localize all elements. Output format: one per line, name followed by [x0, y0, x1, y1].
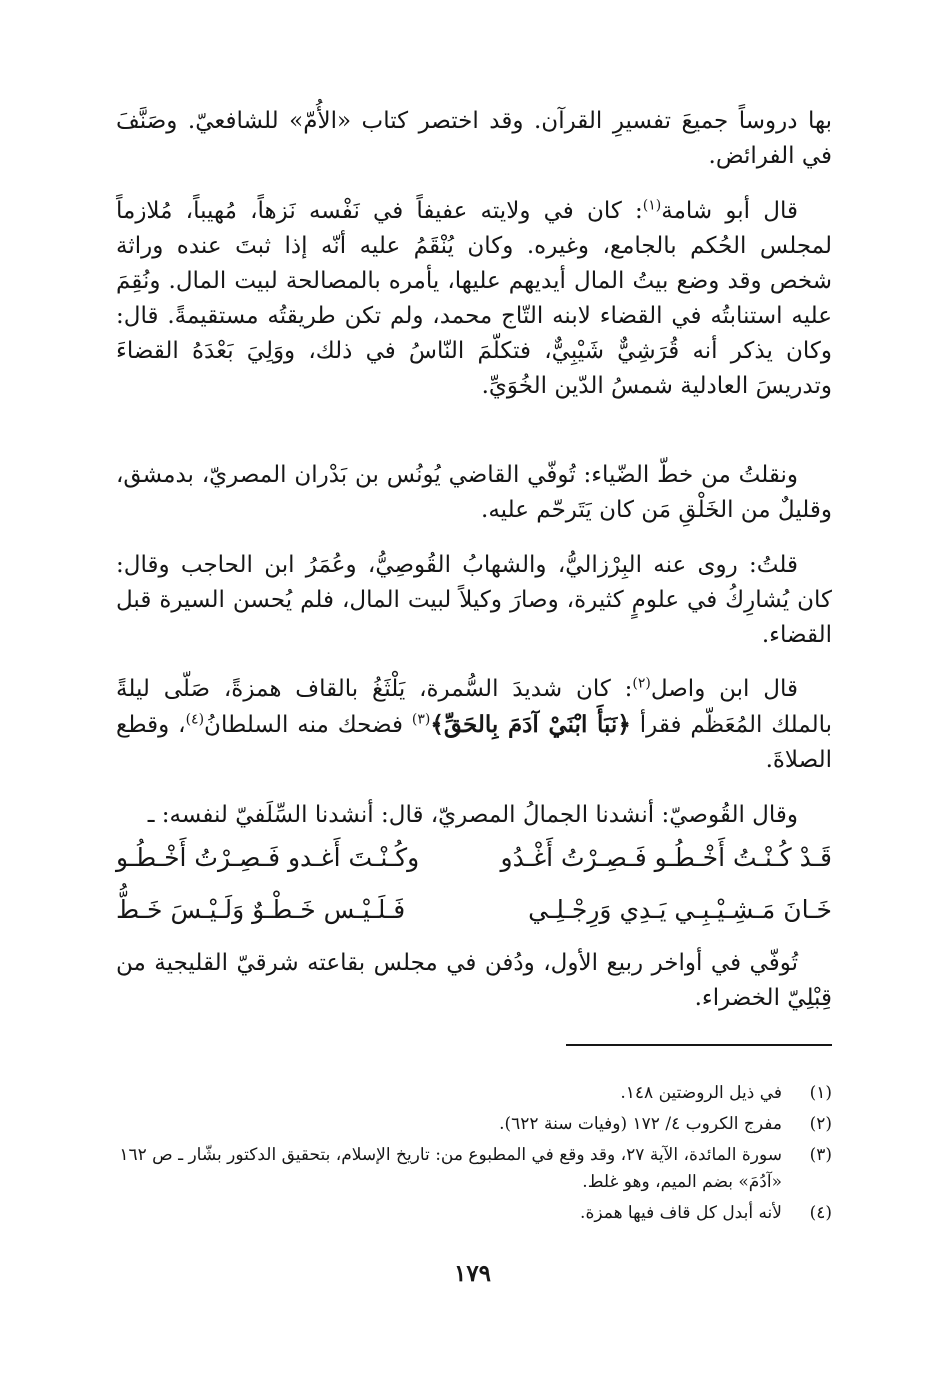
poem-verse-2-first-hemistich: خَـانَ مَـشِـيْـبِـي يَـدِي وَرِجْـلِـي — [528, 895, 832, 924]
footnote-1 — [116, 1080, 832, 1107]
page-number: ١٧٩ — [453, 1260, 492, 1287]
ibn-wasil-intro: قال ابن واصل — [650, 676, 798, 702]
footnote-2 — [116, 1111, 832, 1138]
poem-verse-2 — [116, 886, 832, 934]
paragraph-tafsir: بها دروساً جميعَ تفسيرِ القرآن. وقد اختصر كتاب «الأُمّ» للشافعيّ. وصَنَّفَ في الفرائض. — [116, 108, 832, 169]
footnote-number: (٢) — [809, 1114, 832, 1134]
poem-verse-1-second-hemistich: وكُـنْـتَ أَغـدو فَـصِـرْتُ أَخْـطُـو — [116, 843, 420, 872]
footnote-number: (٤) — [809, 1203, 832, 1223]
paragraph-abu-shama — [116, 194, 832, 404]
footnote-number: (٣) — [809, 1145, 832, 1165]
paragraph-qurashi: قال: وكان يذكر أنه قُرَشِيٌّ شَيْبِيٌّ، فتكلّمَ النّاسُ في ذلك، ووَلِيَ بَعْدَهُ القضاءَ وتدريسَ العادلية شمسُ الدّين الخُوَيِّ. — [116, 303, 832, 399]
poem-verse-1 — [116, 834, 832, 882]
ibn-wasil-text-a: : كان شديدَ السُّمرة، يَلْثَغُ بالقاف همزةً، صَلّى ليلةً بالملك المُعَظّم فقرأ — [116, 676, 833, 738]
footnote-4 — [116, 1200, 832, 1227]
paragraph-death: تُوفّي في أواخر ربيع الأول، ودُفن في مجلس بقاعته شرقيّ القليجية من قِبْلِيّ الخضراء. — [116, 950, 832, 1011]
footnote-ref-4: (٤) — [185, 711, 205, 728]
ibn-wasil-text-c: ، وقطع الصلاةَ. — [116, 712, 832, 773]
poem-verse-2-second-hemistich: فَـلَـيْـس خَـطْـوٌ وَلَـيْـسَ خَـطُّ — [116, 895, 406, 924]
ibn-wasil-text-b: فضحك منه السلطانُ — [204, 712, 412, 738]
footnote-text: لأنه أبدل كل قاف فيها همزة. — [580, 1203, 782, 1223]
footnotes-section — [116, 1080, 832, 1231]
abu-shama-intro: قال أبو شامة — [661, 198, 798, 224]
quran-quote: ﴿نَبَأَ ابْنَيْ آدَمَ بِالحَقِّ﴾ — [430, 711, 631, 738]
footnote-text: في ذيل الروضتين ١٤٨. — [620, 1083, 782, 1103]
footnote-ref-2: (٢) — [632, 675, 651, 692]
paragraph-ibn-wasil — [116, 672, 832, 778]
footnote-divider — [566, 1044, 832, 1046]
footnote-ref-1: (١) — [642, 197, 662, 214]
paragraph-qusi: وقال القُوصيّ: أنشدنا الجمالُ المصريّ، قال: أنشدنا السِّلَفيّ لنفسه: ـ — [147, 802, 798, 828]
footnote-ref-3: (٣) — [411, 711, 431, 728]
footnote-text: سورة المائدة، الآية ٢٧، وقد وقع في المطبوع من: تاريخ الإسلام، بتحقيق الدكتور بشّار ـ ص ١٦٢ «آدُمَ» بضم الميم، وهو غلط. — [119, 1145, 782, 1192]
footnote-3 — [116, 1142, 832, 1196]
paragraph-diya: ونقلتُ من خطّ الضّياء: تُوفّي القاضي يُونُس بن بَدْران المصريّ، بدمشق، وقليلٌ من الخَلْقِ مَن كان يَتَرحّم عليه. — [116, 462, 832, 523]
paragraph-qultu: قلتُ: روى عنه البِرْزاليُّ، والشهابُ القُوصِيُّ، وعُمَرُ ابن الحاجب وقال: كان يُشارِكُ في علومٍ كثيرة، وصارَ وكيلاً لبيت المال، فلم يُحسن السيرة قبل القضاء. — [116, 552, 832, 648]
poem-verse-1-first-hemistich: قَـدْ كُـنْـتُ أَخْـطُـو فَـصِـرْتُ أَغْـدُو — [500, 843, 832, 872]
footnote-number: (١) — [809, 1083, 832, 1103]
abu-shama-text: : كان في ولايته عفيفاً في نَفْسه نَزهاً، مُهيباً، مُلازماً لمجلس الحُكم بالجامع، وغيره. وكان يُنْقَمُ عليه أنّه إذا ثبتَ عنده وراثة شخص وقد وضع بيتُ المال أيديهم عليها، يأمره بالمصالحة لبيت المال. ونُقِمَ عليه استنابتُه في القضاء لابنه التّاج محمد، ولم تكن طريقتُه مستقيمةً. — [116, 198, 833, 329]
footnote-text: مفرج الكروب ٤/ ١٧٢ (وفيات سنة ٦٢٢). — [499, 1114, 782, 1134]
